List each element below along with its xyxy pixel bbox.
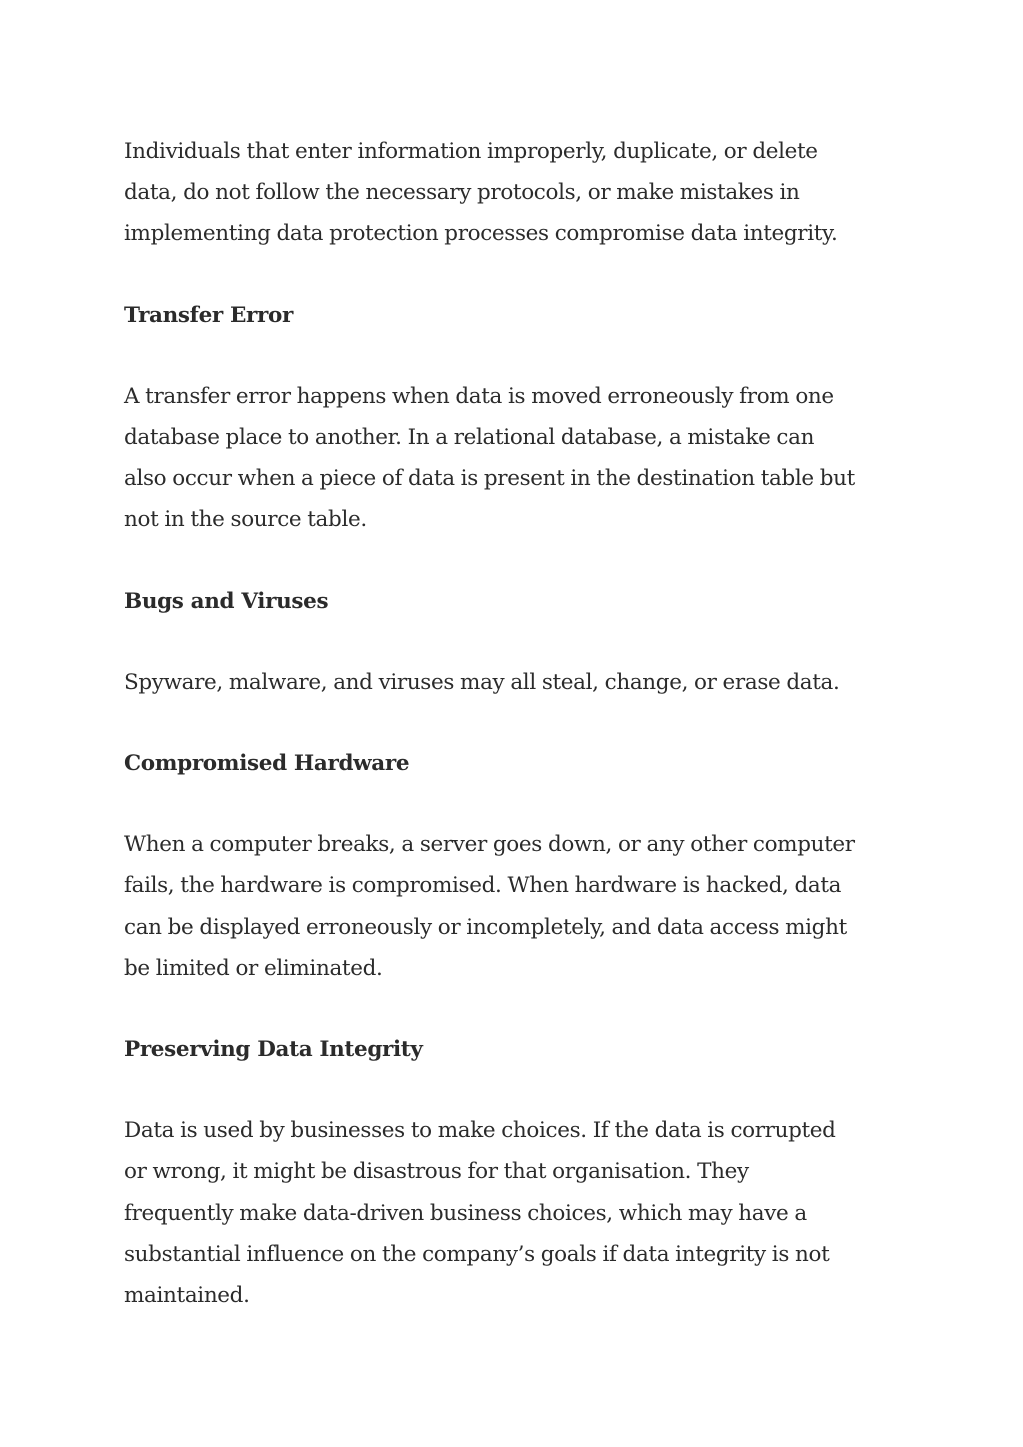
section-heading-transfer-error: Transfer Error	[124, 302, 293, 328]
paragraph-line: Spyware, malware, and viruses may all steal, change, or erase data.	[124, 669, 840, 695]
document-page	[124, 131, 914, 1356]
paragraph-line: or wrong, it might be disastrous for that organisation. They	[124, 1159, 749, 1185]
paragraph-line: implementing data protection processes compromise data integrity.	[124, 221, 838, 247]
paragraph-line: be limited or eliminated.	[124, 955, 383, 981]
paragraph-line: When a computer breaks, a server goes down, or any other computer	[124, 832, 855, 858]
paragraph-line: database place to another. In a relational database, a mistake can	[124, 425, 815, 451]
section-heading-bugs-and-viruses: Bugs and Viruses	[124, 588, 329, 614]
paragraph-line: can be displayed erroneously or incompletely, and data access might	[124, 914, 847, 940]
transfer-error-paragraph	[124, 376, 914, 541]
paragraph-line: maintained.	[124, 1283, 250, 1309]
section-heading-preserving-data-integrity: Preserving Data Integrity	[124, 1037, 423, 1063]
paragraph-line: frequently make data-driven business choices, which may have a	[124, 1200, 807, 1226]
paragraph-line: substantial influence on the company’s goals if data integrity is not	[124, 1241, 830, 1267]
preserving-data-integrity-paragraph	[124, 1110, 914, 1316]
paragraph-line: also occur when a piece of data is present in the destination table but	[124, 466, 855, 492]
paragraph-line: A transfer error happens when data is moved erroneously from one	[124, 383, 834, 409]
intro-paragraph	[124, 131, 914, 255]
section-heading-compromised-hardware: Compromised Hardware	[124, 751, 410, 777]
bugs-and-viruses-paragraph	[124, 662, 914, 703]
paragraph-line: Individuals that enter information improperly, duplicate, or delete	[124, 139, 818, 164]
paragraph-line: not in the source table.	[124, 507, 367, 533]
paragraph-line: Data is used by businesses to make choices. If the data is corrupted	[124, 1118, 836, 1144]
paragraph-line: data, do not follow the necessary protocols, or make mistakes in	[124, 180, 800, 206]
paragraph-line: fails, the hardware is compromised. When hardware is hacked, data	[124, 873, 842, 899]
compromised-hardware-paragraph	[124, 824, 914, 989]
